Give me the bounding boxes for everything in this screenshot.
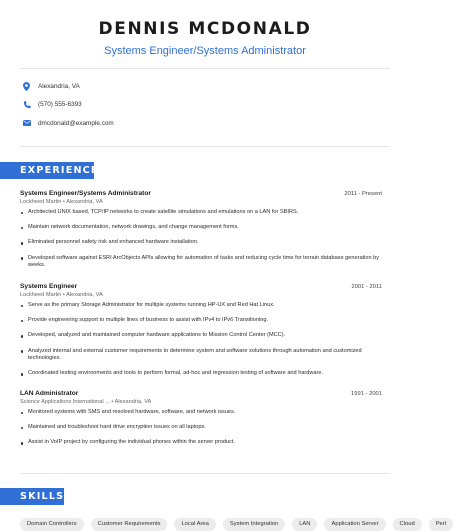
bullet-item: Coordinated testing environments and tools to perform formal, ad-hoc and regression testing of software and hardware. [20,370,382,378]
job-title: Systems Engineer/Systems Administrator [20,190,151,197]
job-title: LAN Administrator [20,390,79,397]
section-header-skills: SKILLS [0,488,64,505]
contact-phone [20,96,390,115]
bullet-item: Serve as the primary Storage Administrator for multiple systems running HP-UX and Red Hat Linux. [20,302,382,310]
bullet-item: Architected UNIX based, TCP/IP networks to create satellite simulations and emulations on a LAN for SBIRS. [20,209,382,217]
job-company: Science Applications International ... • Alexandria, VA [20,399,152,405]
bullet-item: Analyzed internal and external customer requirements to determine system and software solutions through automation and customized technologies. [20,348,382,363]
experience-divider [20,473,390,474]
job-bullets [20,302,382,378]
job-company: Lockheed Martin • Alexandria, VA [20,199,103,205]
bullet-item: Eliminated personnel safety risk and enhanced hardware installation. [20,239,382,247]
skill-tag: Customer Requirements [91,518,168,531]
email-text[interactable]: dmcdonald@example.com [38,119,114,127]
job-entry [20,390,382,455]
bullet-item: Assist in VoIP project by configuring the individual phones within the server product. [20,439,382,447]
skill-tag: Perl [429,518,453,531]
phone-icon [20,101,38,109]
job-bullets [20,409,382,447]
job-dates: 2011 - Present [344,191,382,197]
contact-block [0,69,410,133]
contact-divider [20,146,390,147]
job-entry [20,283,382,386]
bullet-item: Monitored systems with SMS and resolved hardware, software, and network issues. [20,409,382,417]
bullet-item: Provide engineering support to multiple lines of business to assist with IPv4 to IPv6 Transitioning. [20,317,382,325]
skill-tag: LAN [292,518,317,531]
skill-tag: Local Area [174,518,215,531]
skills-list [20,518,453,531]
bullet-item: Maintained and troubleshoot hard drive encryption issues on all laptops. [20,424,382,432]
job-bullets [20,209,382,270]
job-entry [20,190,382,277]
skill-tag: Cloud [393,518,422,531]
bullet-item: Developed software against ESRI ArcObjects APIs allowing for automation of tasks and reducing cycle time for terrain database generation by weeks. [20,255,382,270]
resume-header [0,0,410,58]
skill-tag: Application Server [324,518,385,531]
location-pin-icon [20,82,38,91]
bullet-item: Developed, analyzed and maintained computer hardware applications to Mission Control Center (MCC). [20,332,382,340]
section-header-experience: EXPERIENCE [0,162,94,179]
candidate-name: DENNIS MCDONALD [98,19,312,39]
candidate-title: Systems Engineer/Systems Administrator [104,45,306,57]
mail-icon [20,120,38,126]
contact-email [20,114,390,133]
contact-location [20,77,390,96]
job-title: Systems Engineer [20,283,78,290]
location-text: Alexandria, VA [38,82,80,90]
job-dates: 1991 - 2001 [351,391,382,397]
job-company: Lockheed Martin • Alexandria, VA [20,292,103,298]
skill-tag: Domain Controllers [20,518,84,531]
bullet-item: Maintain network documentation, network drawings, and change management forms. [20,224,382,232]
job-dates: 2001 - 2011 [351,284,382,290]
phone-text: (570) 555-6393 [38,101,82,109]
skill-tag: System Integration [223,518,285,531]
